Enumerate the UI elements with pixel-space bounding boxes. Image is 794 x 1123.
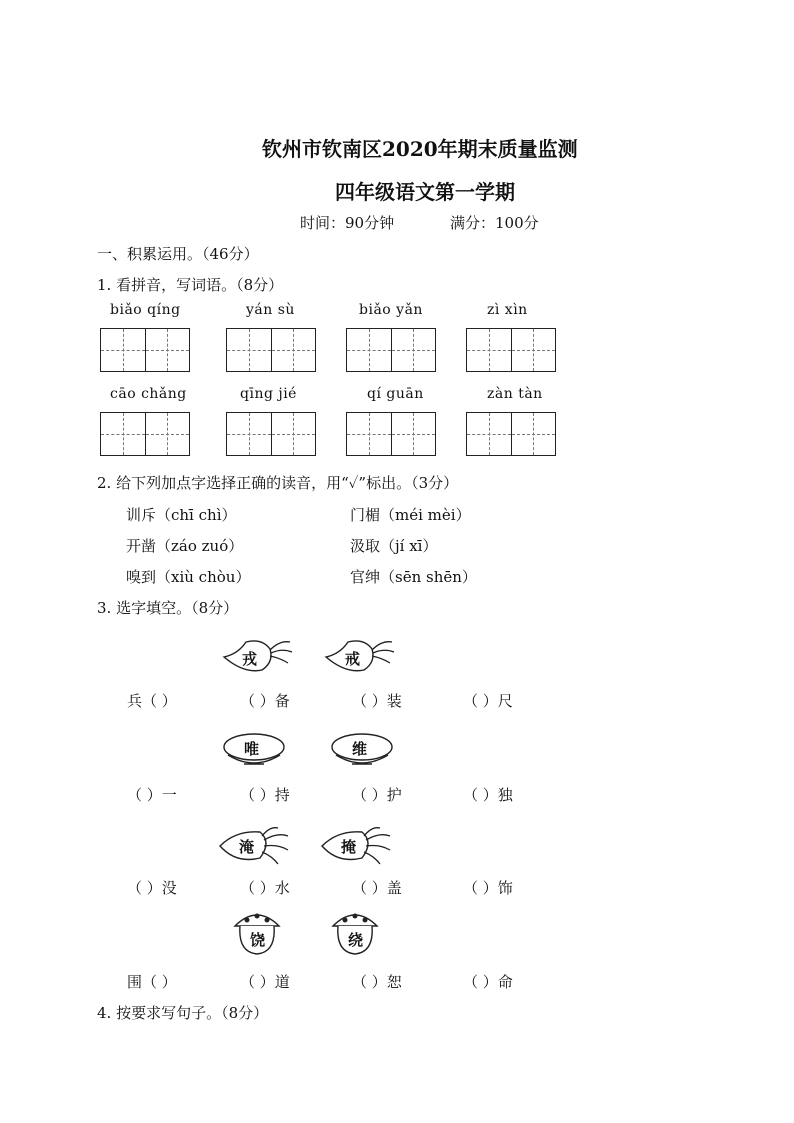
- reading-choice[interactable]: 嗅到（xiù chòu）: [126, 568, 251, 586]
- fill-blank[interactable]: （ ）护: [352, 786, 402, 804]
- pinyin-label: zì xìn: [487, 302, 528, 318]
- answer-grid[interactable]: [346, 328, 436, 372]
- fill-blank[interactable]: （ ）没: [127, 879, 177, 897]
- answer-grid[interactable]: [226, 412, 316, 456]
- answer-grid[interactable]: [466, 412, 556, 456]
- answer-grid[interactable]: [100, 328, 190, 372]
- pinyin-label: qīng jié: [240, 386, 297, 402]
- answer-grid[interactable]: [346, 412, 436, 456]
- reading-choice[interactable]: 门楣（méi mèi）: [350, 506, 471, 524]
- fill-blank[interactable]: （ ）独: [463, 786, 513, 804]
- choice-char: 戒: [345, 650, 361, 668]
- pinyin-label: cāo chǎng: [110, 386, 187, 402]
- fill-blank[interactable]: （ ）恕: [352, 973, 402, 991]
- fill-blank[interactable]: 围（ ）: [127, 973, 177, 991]
- fill-blank[interactable]: 兵（ ）: [127, 692, 177, 710]
- fill-blank[interactable]: （ ）道: [240, 973, 290, 991]
- reading-choice[interactable]: 训斥（chī chì）: [126, 506, 237, 524]
- pinyin-label: biǎo qíng: [110, 302, 181, 318]
- page-title: 钦州市钦南区2020年期末质量监测: [262, 137, 578, 161]
- question-3-title: 3. 选字填空。（8分）: [97, 599, 239, 617]
- pinyin-label: qí guān: [367, 386, 424, 402]
- pinyin-label: yán sù: [246, 302, 295, 318]
- choice-char: 掩: [341, 838, 357, 856]
- exam-time: 时间：90分钟: [300, 214, 395, 232]
- question-4-title: 4. 按要求写句子。（8分）: [97, 1004, 269, 1022]
- radish-icon: [222, 636, 294, 676]
- pinyin-label: biǎo yǎn: [359, 302, 423, 318]
- fill-blank[interactable]: （ ）饰: [463, 879, 513, 897]
- question-2-title: 2. 给下列加点字选择正确的读音，用“✓”标出。（3分）: [97, 474, 459, 492]
- answer-grid[interactable]: [466, 328, 556, 372]
- choice-char: 维: [352, 740, 368, 758]
- fill-blank[interactable]: （ ）盖: [352, 879, 402, 897]
- reading-choice[interactable]: 汲取（jí xī）: [350, 537, 438, 555]
- choice-char: 唯: [244, 740, 260, 758]
- fill-blank[interactable]: （ ）水: [240, 879, 290, 897]
- pinyin-label: zàn tàn: [487, 386, 543, 402]
- fill-blank[interactable]: （ ）一: [127, 786, 177, 804]
- reading-choice[interactable]: 官绅（sēn shēn）: [350, 568, 477, 586]
- exam-score: 满分：100分: [450, 214, 539, 232]
- reading-choice[interactable]: 开凿（záo zuó）: [126, 537, 244, 555]
- fill-blank[interactable]: （ ）命: [463, 973, 513, 991]
- answer-grid[interactable]: [226, 328, 316, 372]
- fill-blank[interactable]: （ ）装: [352, 692, 402, 710]
- choice-char: 戎: [242, 650, 258, 668]
- choice-char: 饶: [250, 931, 266, 949]
- choice-char: 淹: [239, 838, 255, 856]
- fill-blank[interactable]: （ ）尺: [463, 692, 513, 710]
- fill-blank[interactable]: （ ）持: [240, 786, 290, 804]
- choice-char: 绕: [348, 931, 364, 949]
- section-heading: 一、积累运用。（46分）: [97, 245, 259, 263]
- page-subtitle: 四年级语文第一学期: [335, 180, 515, 204]
- answer-grid[interactable]: [100, 412, 190, 456]
- question-1-title: 1. 看拼音，写词语。（8分）: [97, 276, 284, 294]
- fill-blank[interactable]: （ ）备: [240, 692, 290, 710]
